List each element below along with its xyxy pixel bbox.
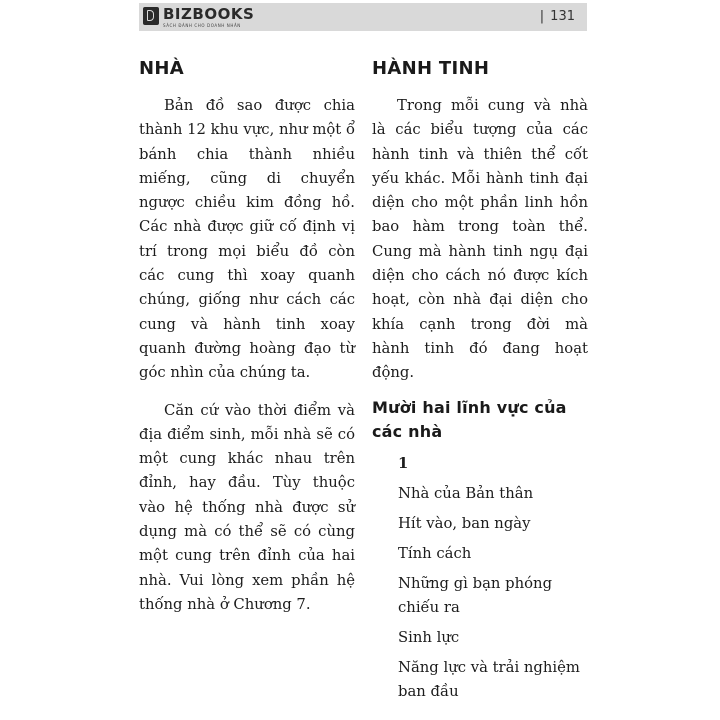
list-item: Hít vào, ban ngày [398, 514, 531, 532]
page-header [139, 3, 587, 31]
publisher-logo-text: BIZBOOKS [163, 5, 255, 23]
paragraph: Căn cứ vào thời điểm và địa điểm sinh, mỗi nhà sẽ có một cung khác nhau trên đỉnh, hay đầu. Tùy thuộc vào hệ thống nhà được sử dụng mà có thể sẽ có cùng một cung trên đỉnh của hai nhà. Vui lòng xem phần hệ thống nhà ở Chương 7. [139, 401, 355, 613]
left-column [139, 58, 355, 617]
publisher-tagline: SÁCH ĐÁNH CHO DOANH NHÂN [163, 23, 241, 28]
right-column [372, 58, 588, 704]
section-heading-hanh-tinh: HÀNH TINH [372, 58, 490, 79]
paragraph: Bản đồ sao được chia thành 12 khu vực, như một ổ bánh chia thành nhiều miếng, cũng di chuyển ngược chiều kim đồng hồ. Các nhà được giữ cố định vị trí trong mọi biểu đồ còn các cung thì xoay quanh chúng, giống như cách các cung và hành tinh xoay quanh đường hoàng đạo từ góc nhìn của chúng ta. [139, 97, 355, 382]
section-heading-nha: NHÀ [139, 58, 184, 79]
list-number: 1 [398, 454, 409, 472]
list-item: Nhà của Bản thân [398, 484, 534, 502]
page-number: 131 [550, 9, 575, 24]
list-item: Tính cách [398, 544, 472, 562]
list-item: Năng lực và trải nghiệm ban đầu [398, 658, 580, 700]
house-one-list [372, 452, 588, 704]
list-item: Sinh lực [398, 628, 460, 646]
paragraph: Trong mỗi cung và nhà là các biểu tượng của các hành tinh và thiên thể cốt yếu khác. Mỗi hành tinh đại diện cho một phần linh hồn bao hàm trong toàn thể. Cung mà hành tinh ngụ đại diện cho cách nó được kích hoạt, còn nhà đại diện cho khía cạnh trong đời mà hành tinh đó đang hoạt động. [372, 97, 588, 382]
subheading-twelve-houses: Mười hai lĩnh vực của các nhà [372, 397, 567, 441]
page-number-block [540, 9, 575, 24]
list-item: Những gì bạn phóng chiếu ra [398, 574, 553, 616]
page-number-separator: | [539, 9, 545, 24]
bizbooks-logo-icon [143, 7, 159, 25]
